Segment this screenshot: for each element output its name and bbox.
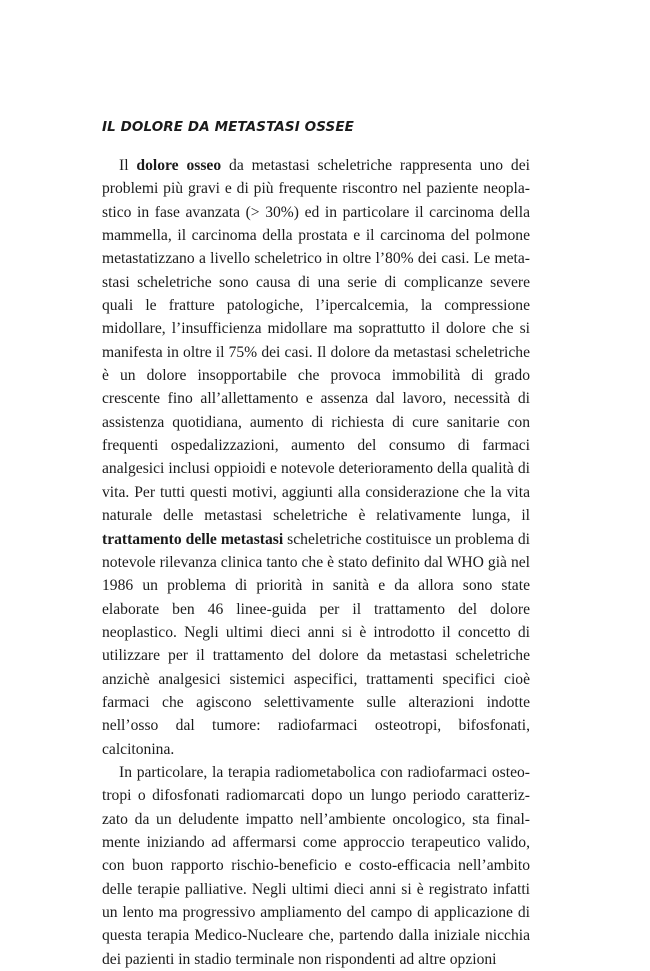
paragraph-1 <box>102 154 530 761</box>
bold-term-trattamento: trattamento delle metastasi <box>102 530 284 548</box>
paragraph-1-text-2: da metastasi scheletriche rappresenta uno dei problemi più gravi e di più frequente riscontro nel paziente neoplastico in fase avanzata (> 30%) ed in particolare il carcinoma della mammella, il carcinoma della prostata e il carcinoma del polmone metastatizzano a livello scheletrico in oltre l’80% dei casi. Le metastasi scheletriche sono causa di una serie di complicanze severe quali le fratture patologiche, l’ipercalcemia, la compressione midollare, l’insufficienza midollare ma soprattutto il dolore che si manifesta in oltre il 75% dei casi. Il dolore da metastasi scheletriche è un dolore insopportabile che provoca immobilità di grado crescente fino all’allettamento e assenza dal lavoro, necessità di assistenza quotidiana, aumento di richiesta di cure sanitarie con frequenti ospedalizzazioni, aumento del consumo di farmaci analgesici inclusi oppioidi e notevole deterioramento della qualità di vita. Per tutti questi motivi, aggiunti alla considerazione che la vita naturale delle metastasi scheletriche è relativamente lunga, il <box>102 157 530 525</box>
page-content <box>102 118 530 971</box>
paragraph-1-text-3: scheletriche costituisce un problema di notevole rilevanza clinica tanto che è stato definito dal WHO già nel 1986 un problema di priorità in sanità e da allora sono state elaborate ben 46 linee-guida per il trattamento del dolore neoplastico. Negli ultimi dieci anni si è introdotto il concetto di utilizzare per il trattamento del dolore da metastasi scheletriche anzichè analgesici sistemici aspecifici, trattamenti specifici cioè farmaci che agiscono selettivamente sulle alterazioni indotte nell’osso dal tumore: radiofarmaci osteotropi, bifosfonati, calcitonina. <box>102 530 530 758</box>
paragraph-2: In particolare, la terapia radiometabolica con radiofarmaci osteotropi o difosfonati radiomarcati dopo un lungo periodo caratterizzato da un deludente impatto nell’ambiente oncologico, sta finalmente iniziando ad affermarsi come approccio terapeutico valido, con buon rapporto rischio-beneficio e costo-efficacia nell’ambito delle terapie palliative. Negli ultimi dieci anni si è registrato infatti un lento ma progressivo ampliamento del campo di applicazione di questa terapia Medico-Nucleare che, partendo dalla iniziale nicchia dei pazienti in stadio terminale non rispondenti ad altre opzioni <box>102 763 530 968</box>
section-heading: IL DOLORE DA METASTASI OSSEE <box>102 119 355 135</box>
bold-term-dolore-osseo: dolore osseo <box>136 157 222 174</box>
paragraph-1-text-1: Il <box>119 157 137 174</box>
